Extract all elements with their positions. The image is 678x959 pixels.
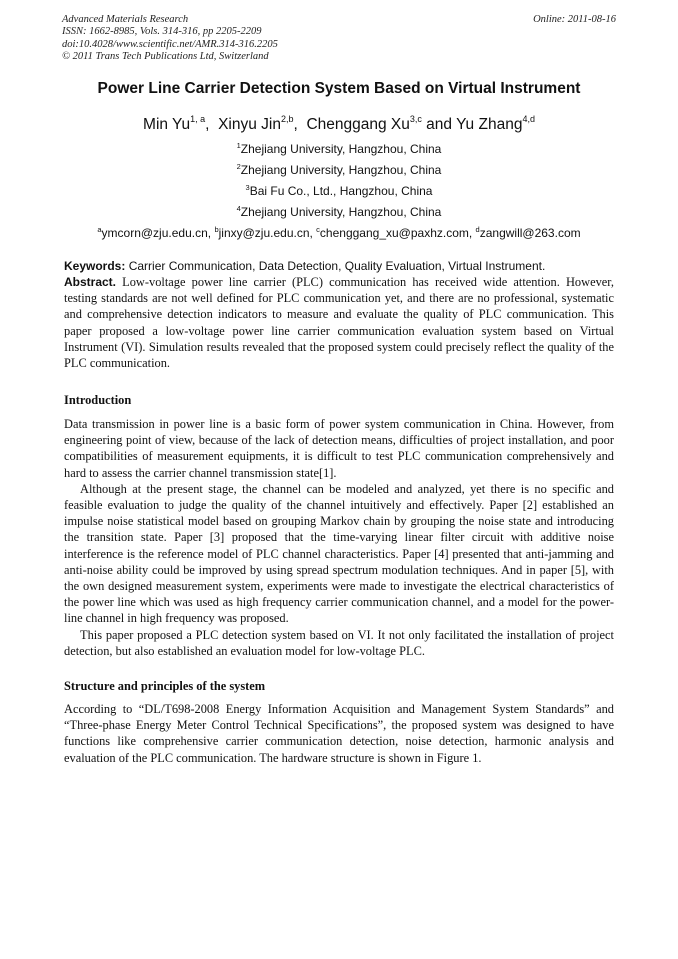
paragraph: Although at the present stage, the channel can be modeled and analyzed, yet there is no specific and feasible evaluation to judge the quality of the channel intuitively and effectively. Paper [2] established an impulse noise statistical model based on grouping Markov chain by grouping the noise state and introducing the transition state. Paper [3] proposed that the time-varying linear filter circuit with additive noise interference is the reference model of PLC channel characteristics. Paper [4] presented that anti-jamming and anti-noise ability could be improved by using spread spectrum modulation techniques. And in paper [5], with the own designed measurement system, experiments were made to investigate the electrical characteristics of the power line which was used as high frequency carrier communication channel, and a model for the power-line channel in high frequency was proposed.	[64, 481, 614, 626]
email-address[interactable]: chenggang_xu@paxhz.com,	[319, 226, 476, 240]
author-name: Chenggang Xu	[306, 116, 410, 133]
affiliation-text: Zhejiang University, Hangzhou, China	[240, 142, 442, 156]
email-sup: d	[475, 225, 480, 234]
section-heading-introduction: Introduction	[64, 393, 132, 407]
email-address[interactable]: zangwill@263.com	[479, 226, 581, 240]
paragraph: According to “DL/T698-2008 Energy Information Acquisition and Management System Standards” and “Three-phase Energy Meter Control Technical Specifications”, the proposed system was designed to have functions like comprehensive carrier communication detection, noise detection, harmonic analysis and evaluation of the PLC communication. The hardware structure is shown in Figure 1.	[64, 702, 614, 765]
copyright-line: © 2011 Trans Tech Publications Ltd, Switzerland	[62, 51, 269, 63]
affiliation-text: Zhejiang University, Hangzhou, China	[240, 205, 442, 219]
affiliation-sup: 2	[236, 162, 241, 171]
section-heading-structure: Structure and principles of the system	[64, 679, 266, 693]
email-line	[0, 225, 678, 240]
author-sep: ,	[205, 116, 219, 133]
abstract	[64, 274, 618, 371]
affiliation-2	[0, 162, 678, 177]
affiliation-sup: 1	[236, 141, 241, 150]
abstract-text: Low-voltage power line carrier (PLC) communication has received wide attention. However, testing standards are not well defined for PLC communication yet, and there are no professional, systematic and comprehensive detection indicators to measure and evaluate the quality of PLC communication. This paper proposed a low-voltage power line carrier communication evaluation system based on Virtual Instrument (VI). Simulation results revealed that the proposed system could precisely reflect the quality of the PLC communication.	[64, 275, 618, 371]
author-sup: 3,c	[409, 114, 422, 124]
author-line	[0, 114, 678, 134]
online-date: Online: 2011-08-16	[533, 14, 616, 25]
introduction-body	[64, 416, 614, 659]
paragraph: Data transmission in power line is a basic form of power system communication in China. However, from engineering point of view, because of the lack of detection means, difficulties of project installation, and poor compatibilities of measurement equipments, it is difficult to test PLC communication comprehensively and hard to assess the carrier channel transmission state[1].	[64, 417, 614, 480]
journal-header	[62, 14, 278, 64]
author-name: Yu Zhang	[456, 116, 523, 133]
email-sup: b	[214, 225, 219, 234]
affiliation-1	[0, 141, 678, 156]
abstract-label: Abstract.	[64, 275, 117, 289]
paper-title: Power Line Carrier Detection System Based on Virtual Instrument	[97, 80, 581, 97]
affiliation-sup: 4	[236, 204, 241, 213]
affiliation-4	[0, 204, 678, 219]
doi-line: doi:10.4028/www.scientific.net/AMR.314-316.2205	[62, 38, 278, 50]
email-address[interactable]: ymcorn@zju.edu.cn,	[101, 226, 215, 240]
journal-name: Advanced Materials Research	[62, 14, 189, 25]
email-sup: c	[316, 225, 320, 234]
issn-line: ISSN: 1662-8985, Vols. 314-316, pp 2205-2209	[62, 26, 262, 38]
keywords-label: Keywords:	[64, 259, 126, 273]
author-sup: 2,b	[281, 114, 294, 124]
author-sep: and	[421, 116, 457, 133]
affiliation-text: Bai Fu Co., Ltd., Hangzhou, China	[249, 184, 433, 198]
affiliation-3	[0, 183, 678, 198]
author-sup: 1, a	[190, 114, 206, 124]
affiliation-sup: 3	[245, 183, 250, 192]
structure-body	[64, 701, 614, 766]
email-sup: a	[97, 225, 102, 234]
author-sup: 4,d	[522, 114, 535, 124]
author-name: Min Yu	[143, 116, 191, 133]
author-sep: ,	[293, 116, 307, 133]
keywords	[64, 259, 614, 273]
keywords-text: Carrier Communication, Data Detection, Quality Evaluation, Virtual Instrument.	[125, 259, 546, 273]
author-name: Xinyu Jin	[218, 116, 281, 133]
affiliation-text: Zhejiang University, Hangzhou, China	[240, 163, 442, 177]
email-address[interactable]: jinxy@zju.edu.cn,	[218, 226, 317, 240]
paragraph: This paper proposed a PLC detection system based on VI. It not only facilitated the installation of project detection, but also established an evaluation model for low-voltage PLC.	[64, 627, 614, 658]
